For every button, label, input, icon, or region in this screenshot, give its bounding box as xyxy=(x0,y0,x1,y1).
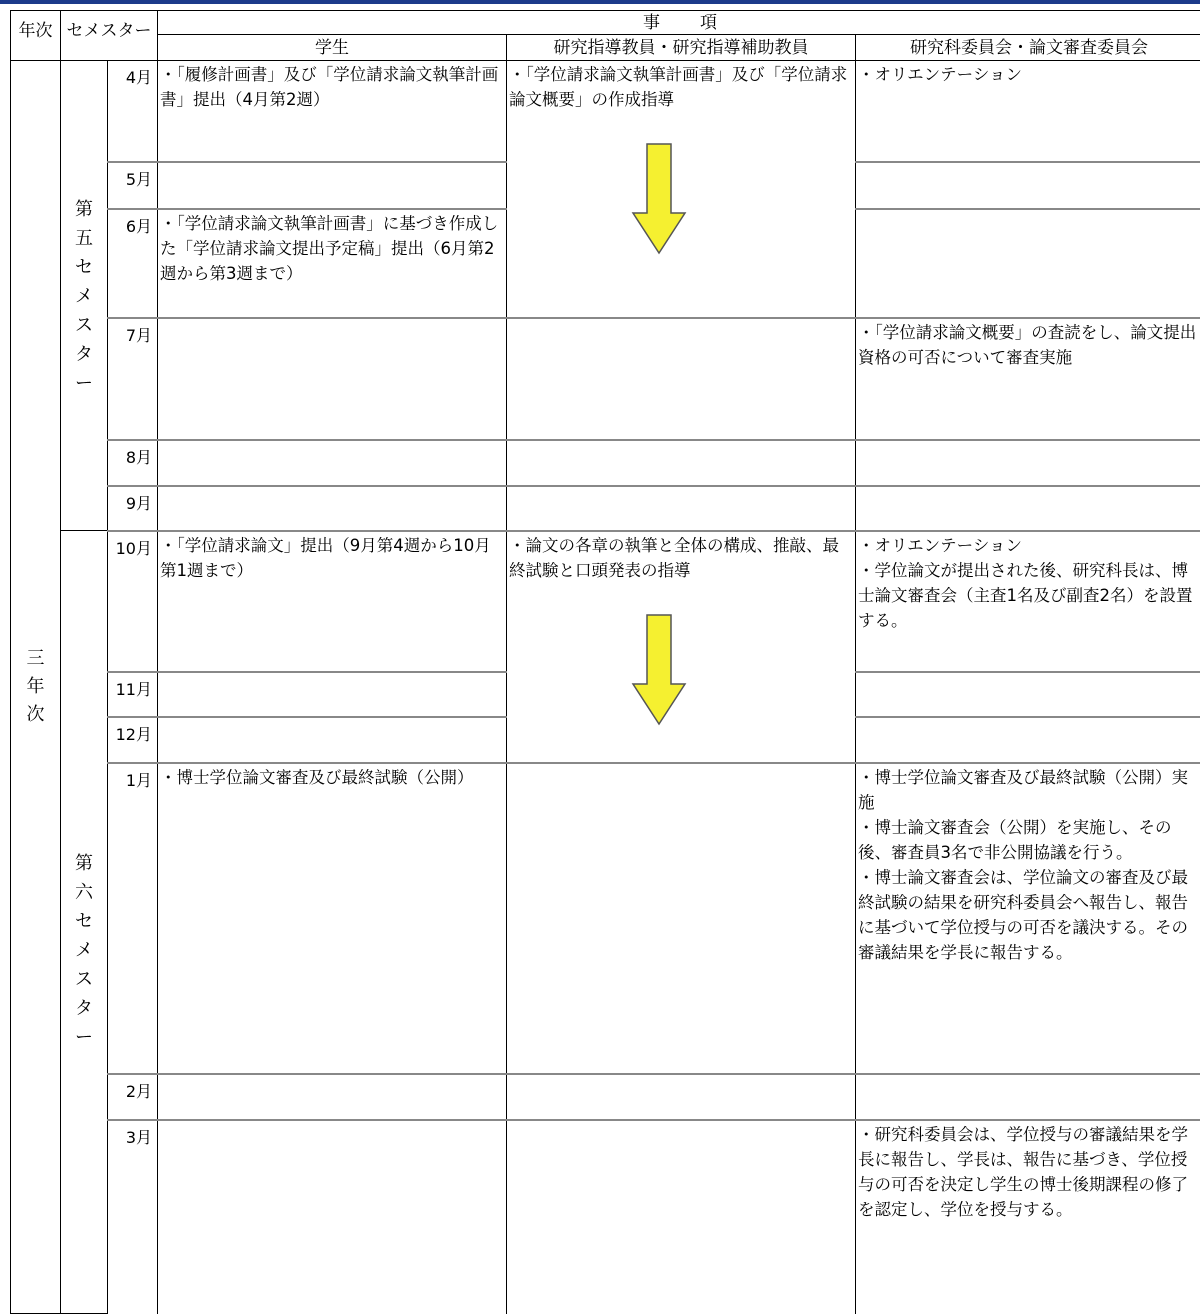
committee-cell xyxy=(856,672,1200,717)
advisor-text: ・論文の各章の執筆と全体の構成、推敲、最終試験と口頭発表の指導 xyxy=(509,533,853,583)
month-cell: 9月 xyxy=(108,486,158,531)
table-row xyxy=(11,1120,1200,1314)
month-cell: 8月 xyxy=(108,440,158,486)
header-items-char-1: 事 xyxy=(643,13,660,33)
header-items-char-2: 項 xyxy=(700,13,717,33)
committee-cell xyxy=(856,1074,1200,1120)
advisor-cell xyxy=(507,531,856,763)
table-row xyxy=(11,486,1200,531)
student-cell xyxy=(158,672,507,717)
semester-sixth-label: 第六セメスター xyxy=(74,849,94,1052)
arrow-shape xyxy=(633,144,685,253)
year-label: 三年次 xyxy=(26,645,46,729)
student-cell xyxy=(158,717,507,763)
month-cell: 12月 xyxy=(108,717,158,763)
schedule-table xyxy=(10,10,1200,1314)
student-cell xyxy=(158,440,507,486)
arrow-down-icon xyxy=(631,143,687,255)
student-cell xyxy=(158,318,507,440)
committee-cell: ・「学位請求論文概要」の査読をし、論文提出資格の可否について審査実施 xyxy=(856,318,1200,440)
student-cell xyxy=(158,486,507,531)
month-cell: 4月 xyxy=(108,61,158,162)
header-advisor: 研究指導教員・研究指導補助教員 xyxy=(507,35,856,61)
advisor-cell xyxy=(507,440,856,486)
committee-cell: ・オリエンテーション xyxy=(856,61,1200,162)
student-cell xyxy=(158,1074,507,1120)
student-cell xyxy=(158,162,507,209)
table-row xyxy=(11,531,1200,672)
advisor-cell xyxy=(507,1074,856,1120)
month-cell: 2月 xyxy=(108,1074,158,1120)
header-items xyxy=(158,11,1200,35)
committee-cell xyxy=(856,209,1200,318)
student-cell: ・「学位請求論文執筆計画書」に基づき作成した「学位請求論文提出予定稿」提出（6月第2週から第3週まで） xyxy=(158,209,507,318)
committee-cell: ・オリエンテーション ・学位論文が提出された後、研究科長は、博士論文審査会（主査1名及び副査2名）を設置する。 xyxy=(856,531,1200,672)
month-cell: 5月 xyxy=(108,162,158,209)
header-semester: セメスター xyxy=(61,11,158,61)
month-cell: 6月 xyxy=(108,209,158,318)
month-cell: 7月 xyxy=(108,318,158,440)
month-cell: 3月 xyxy=(108,1120,158,1314)
header-student: 学生 xyxy=(158,35,507,61)
student-cell xyxy=(158,1120,507,1314)
table-row xyxy=(11,61,1200,162)
committee-cell xyxy=(856,162,1200,209)
committee-cell: ・博士学位論文審査及び最終試験（公開）実施 ・博士論文審査会（公開）を実施し、その後、審査員3名で非公開協議を行う。 ・博士論文審査会は、学位論文の審査及び最終試験の結果を研究科委員会へ報告し、報告に基づいて学位授与の可否を議決する。その審議結果を学長に報告する。 xyxy=(856,763,1200,1074)
student-cell: ・博士学位論文審査及び最終試験（公開） xyxy=(158,763,507,1074)
month-cell: 11月 xyxy=(108,672,158,717)
student-cell: ・「学位請求論文」提出（9月第4週から10月第1週まで） xyxy=(158,531,507,672)
header-row-2 xyxy=(11,35,1200,61)
arrow-down-icon xyxy=(631,614,687,726)
semester-fifth-label: 第五セメスター xyxy=(74,195,94,398)
top-border xyxy=(0,0,1200,4)
header-row-1 xyxy=(11,11,1200,35)
advisor-cell xyxy=(507,318,856,440)
month-cell: 10月 xyxy=(108,531,158,672)
arrow-shape xyxy=(633,615,685,724)
header-year: 年次 xyxy=(11,11,61,61)
table-row xyxy=(11,318,1200,440)
table-row xyxy=(11,763,1200,1074)
table-row xyxy=(11,440,1200,486)
advisor-cell xyxy=(507,61,856,318)
semester-sixth xyxy=(61,531,108,1314)
advisor-cell xyxy=(507,1120,856,1314)
advisor-text: ・「学位請求論文執筆計画書」及び「学位請求論文概要」の作成指導 xyxy=(509,62,853,112)
advisor-cell xyxy=(507,763,856,1074)
committee-cell: ・研究科委員会は、学位授与の審議結果を学長に報告し、学長は、報告に基づき、学位授与の可否を決定し学生の博士後期課程の修了を認定し、学位を授与する。 xyxy=(856,1120,1200,1314)
advisor-cell xyxy=(507,486,856,531)
year-cell xyxy=(11,61,61,1314)
table-row xyxy=(11,1074,1200,1120)
semester-fifth xyxy=(61,61,108,531)
student-cell: ・「履修計画書」及び「学位請求論文執筆計画書」提出（4月第2週） xyxy=(158,61,507,162)
month-cell: 1月 xyxy=(108,763,158,1074)
committee-cell xyxy=(856,486,1200,531)
committee-cell xyxy=(856,717,1200,763)
header-committee: 研究科委員会・論文審査委員会 xyxy=(856,35,1200,61)
committee-cell xyxy=(856,440,1200,486)
